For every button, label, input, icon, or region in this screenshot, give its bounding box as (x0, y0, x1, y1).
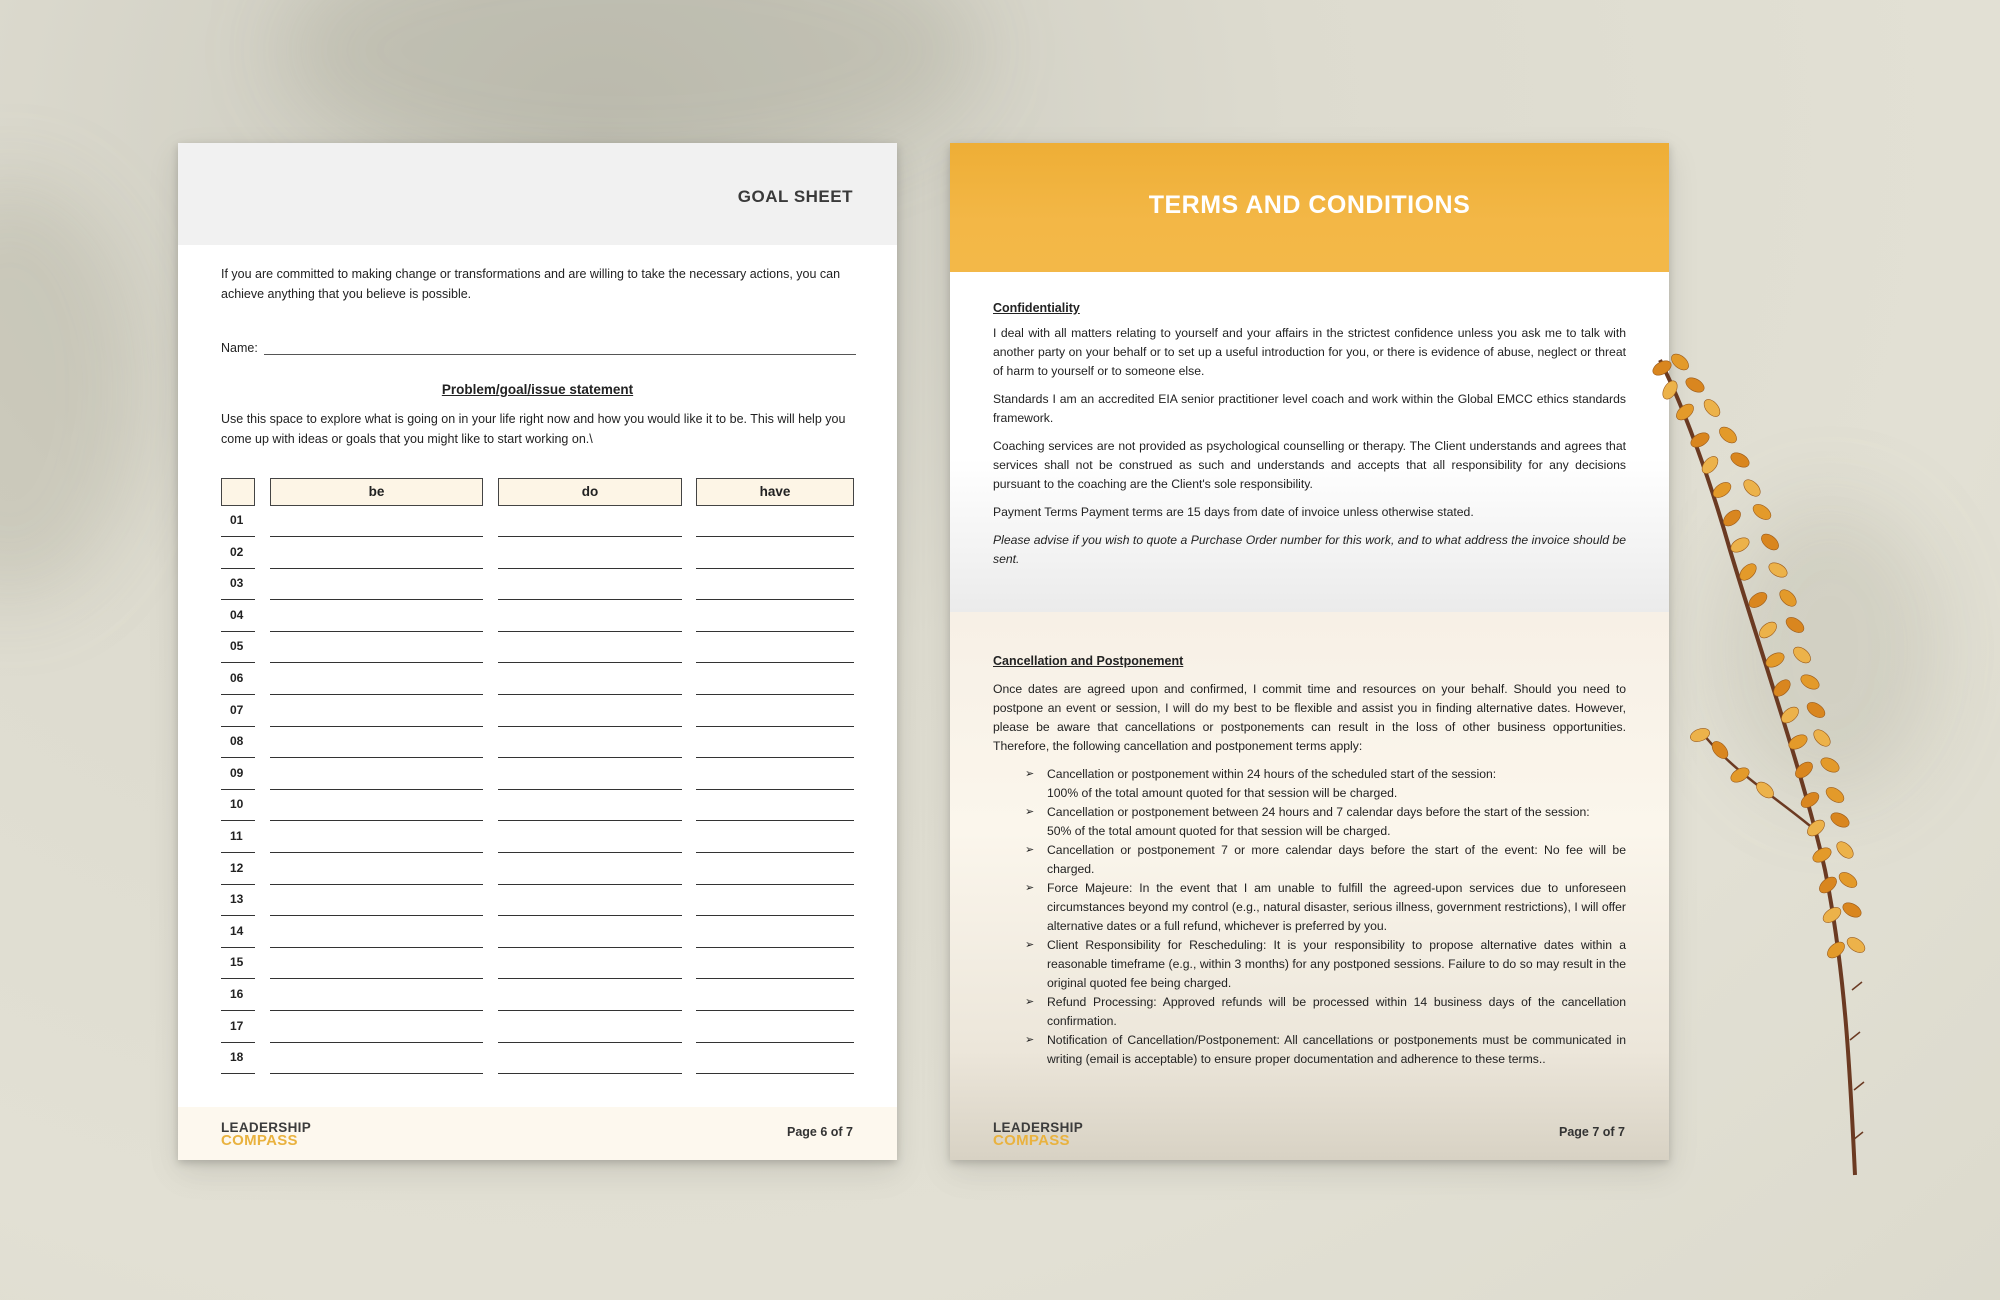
answer-field-have[interactable] (696, 631, 854, 632)
section-heading: Problem/goal/issue statement (441, 382, 634, 397)
answer-field-do[interactable] (498, 694, 682, 695)
leaf (1840, 900, 1863, 920)
answer-field-be[interactable] (270, 631, 483, 632)
table-row (178, 825, 897, 856)
list-item (993, 993, 1626, 1031)
table-row (178, 541, 897, 572)
answer-field-have[interactable] (696, 978, 854, 979)
page-header (178, 143, 897, 245)
answer-field-be[interactable] (270, 1042, 483, 1043)
answer-field-have[interactable] (696, 1042, 854, 1043)
thorn (1850, 1032, 1860, 1040)
arrow-bullet-icon: ➢ (1025, 806, 1035, 818)
answer-field-do[interactable] (498, 1073, 682, 1074)
row-number: 17 (230, 1018, 244, 1033)
answer-field-have[interactable] (696, 915, 854, 916)
answer-field-be[interactable] (270, 662, 483, 663)
list-item-text: Force Majeure: In the event that I am unable to fulfill the agreed-upon services due to unforeseen circumstances beyond my control (e.g., natural disaster, serious illness, government restrictions), I will offer alternative dates or a full refund, whichever is preferred by you. (1047, 881, 1626, 933)
page-title: GOAL SHEET (737, 187, 853, 206)
column-header-be: be (270, 478, 483, 506)
answer-field-have[interactable] (696, 568, 854, 569)
row-number: 15 (230, 955, 244, 970)
confidentiality-section (993, 299, 1626, 578)
paragraph: Please advise if you wish to quote a Purchase Order number for this work, and to what address the invoice should be sent. (993, 533, 1626, 566)
table-row (178, 762, 897, 793)
answer-field-do[interactable] (498, 884, 682, 885)
row-number-underline (221, 1042, 255, 1043)
table-row (178, 699, 897, 730)
arrow-bullet-icon: ➢ (1025, 768, 1035, 780)
leaf (1750, 501, 1773, 522)
list-item (993, 936, 1626, 993)
row-number-underline (221, 1073, 255, 1074)
leaf (1746, 589, 1769, 610)
leaf (1836, 869, 1859, 890)
leaf (1741, 477, 1764, 500)
row-number-underline (221, 789, 255, 790)
column-header-do: do (498, 478, 682, 506)
answer-field-do[interactable] (498, 631, 682, 632)
leaf (1790, 644, 1813, 666)
dried-branch-decoration (1640, 350, 1940, 1180)
table-row (178, 920, 897, 951)
page-number: Page 6 of 7 (787, 1125, 853, 1139)
row-number-underline (221, 915, 255, 916)
answer-field-have[interactable] (696, 1010, 854, 1011)
table-row (178, 730, 897, 761)
answer-field-be[interactable] (270, 947, 483, 948)
paragraph: Payment Terms Payment terms are 15 days from date of invoice unless otherwise stated. (993, 505, 1474, 519)
list-item-text: Client Responsibility for Rescheduling: It is your responsibility to propose alternative dates within a reasonable timeframe (e.g., within 3 months) for any postponed sessions. Failure to do so may result in the original quoted fee being charged. (1047, 938, 1626, 990)
leadership-compass-logo (221, 1121, 311, 1147)
thorn (1852, 982, 1862, 990)
row-number: 11 (230, 829, 243, 843)
row-number: 14 (230, 923, 244, 938)
row-number-underline (221, 852, 255, 853)
logo-line-2: COMPASS (221, 1132, 298, 1149)
answer-field-be[interactable] (270, 789, 483, 790)
table-row (178, 635, 897, 666)
answer-field-do[interactable] (498, 568, 682, 569)
table-row (178, 604, 897, 635)
page-number: Page 7 of 7 (1559, 1125, 1625, 1139)
answer-field-be[interactable] (270, 726, 483, 727)
row-number: 06 (230, 671, 244, 685)
row-number-underline (221, 662, 255, 663)
goal-sheet-page (178, 143, 897, 1160)
list-item-text: Cancellation or postponement within 24 hours of the scheduled start of the session: (1047, 767, 1497, 781)
number-column-header (221, 478, 255, 506)
table-row (178, 509, 897, 540)
answer-field-do[interactable] (498, 852, 682, 853)
row-number: 12 (230, 860, 244, 875)
leaf (1823, 784, 1846, 805)
leaf (1766, 560, 1789, 580)
list-item-text: Notification of Cancellation/Postponement: All cancellations or postponements must be communicated in writing (email is acceptable) to ensure proper documentation and adherence to these terms.. (1047, 1033, 1626, 1066)
terms-page (950, 143, 1669, 1160)
table-row (178, 857, 897, 888)
leaf (1683, 375, 1706, 395)
answer-field-have[interactable] (696, 884, 854, 885)
row-number-underline (221, 599, 255, 600)
intro-text: If you are committed to making change or transformations and are willing to take the necessary actions, you can achieve anything that you believe is possible. (221, 267, 841, 301)
answer-field-do[interactable] (498, 915, 682, 916)
leaf (1668, 351, 1691, 373)
answer-field-do[interactable] (498, 662, 682, 663)
description-text: Use this space to explore what is going on in your life right now and how you would like it to be. This will help you come up with ideas or goals that you might like to start working on.\ (221, 412, 846, 446)
answer-field-have[interactable] (696, 789, 854, 790)
answer-field-do[interactable] (498, 1010, 682, 1011)
row-number: 05 (230, 639, 244, 654)
answer-field-do[interactable] (498, 599, 682, 600)
page-header (950, 143, 1669, 272)
paragraph: Once dates are agreed upon and confirmed, I commit time and resources on your behalf. Should you need to postpone an event or session, I will do my best to be flexible and assist you in finding alternative dates. However, please be aware that cancellations or postponements can result in the loss of other business opportunities. Therefore, the following cancellation and postponement terms apply: (993, 682, 1626, 753)
answer-field-have[interactable] (696, 947, 854, 948)
answer-field-have[interactable] (696, 536, 854, 537)
row-number-underline (221, 884, 255, 885)
leaf (1758, 531, 1781, 553)
leaf (1716, 424, 1739, 446)
thorn (1854, 1082, 1864, 1090)
answer-field-be[interactable] (270, 1010, 483, 1011)
answer-field-do[interactable] (498, 1042, 682, 1043)
row-number-underline (221, 978, 255, 979)
logo-line-2: COMPASS (993, 1132, 1070, 1149)
answer-field-be[interactable] (270, 884, 483, 885)
foliage-shadow (0, 180, 140, 600)
paragraph: Coaching services are not provided as psychological counselling or therapy. The Client understands and agrees that services shall not be construed as such and understands and accepts that all responsibility for any decisions pursuant to the coaching are the Client's sole responsibility. (993, 439, 1626, 491)
row-number-underline (221, 536, 255, 537)
table-row (178, 888, 897, 919)
row-number: 10 (230, 797, 244, 812)
logo-line-1: LEADERSHIP (993, 1120, 1084, 1135)
name-field[interactable] (264, 354, 856, 355)
row-number: 09 (230, 765, 244, 780)
leaf (1783, 614, 1806, 635)
answer-field-have[interactable] (696, 757, 854, 758)
arrow-bullet-icon: ➢ (1025, 996, 1035, 1008)
leaf (1756, 619, 1779, 641)
answer-field-have[interactable] (696, 662, 854, 663)
page-footer (178, 1107, 897, 1160)
logo-line-1: LEADERSHIP (221, 1120, 312, 1135)
row-number-underline (221, 947, 255, 948)
leaf (1818, 755, 1841, 775)
answer-field-be[interactable] (270, 978, 483, 979)
table-row (178, 667, 897, 698)
row-number: 08 (230, 734, 244, 749)
answer-field-do[interactable] (498, 789, 682, 790)
list-item (993, 879, 1626, 936)
row-number: 01 (230, 513, 244, 527)
row-number: 18 (230, 1050, 244, 1065)
row-number-underline (221, 568, 255, 569)
paragraph: Standards I am an accredited EIA senior practitioner level coach and work within the Global EMCC ethics standards framework. (993, 392, 1626, 425)
leaf (1701, 396, 1723, 419)
answer-field-do[interactable] (498, 820, 682, 821)
row-number-underline (221, 726, 255, 727)
answer-field-do[interactable] (498, 536, 682, 537)
terms-list (993, 765, 1626, 1069)
list-item (993, 765, 1626, 803)
answer-field-be[interactable] (270, 820, 483, 821)
list-item-text: Refund Processing: Approved refunds will be processed within 14 business days of the cancellation confirmation. (1047, 995, 1626, 1028)
table-row (178, 1046, 897, 1077)
list-item-text: Cancellation or postponement between 24 hours and 7 calendar days before the start of the session: (1047, 805, 1590, 819)
list-item-text: Cancellation or postponement 7 or more calendar days before the start of the event: No fee will be charged. (1047, 843, 1626, 876)
leaf (1709, 738, 1731, 761)
answer-field-have[interactable] (696, 726, 854, 727)
arrow-bullet-icon: ➢ (1025, 882, 1035, 894)
table-row (178, 951, 897, 982)
answer-field-have[interactable] (696, 694, 854, 695)
arrow-bullet-icon: ➢ (1025, 844, 1035, 856)
answer-field-have[interactable] (696, 1073, 854, 1074)
answer-field-do[interactable] (498, 978, 682, 979)
answer-field-be[interactable] (270, 852, 483, 853)
row-number-underline (221, 820, 255, 821)
answer-field-do[interactable] (498, 726, 682, 727)
leaf (1777, 587, 1800, 610)
leaf (1728, 765, 1751, 785)
row-number-underline (221, 757, 255, 758)
answer-field-do[interactable] (498, 757, 682, 758)
answer-field-be[interactable] (270, 568, 483, 569)
table-row (178, 983, 897, 1014)
row-number: 02 (230, 544, 244, 559)
leadership-compass-logo (993, 1121, 1083, 1147)
answer-field-be[interactable] (270, 694, 483, 695)
list-item (993, 1031, 1626, 1069)
page-title: TERMS AND CONDITIONS (1148, 191, 1471, 219)
row-number: 16 (230, 987, 244, 1001)
row-number-underline (221, 694, 255, 695)
name-label: Name: (221, 341, 258, 355)
list-item (993, 841, 1626, 879)
leaf (1786, 732, 1809, 752)
table-row (178, 572, 897, 603)
table-row (178, 1015, 897, 1046)
row-number: 13 (230, 892, 244, 907)
list-item (993, 803, 1626, 841)
arrow-bullet-icon: ➢ (1025, 1034, 1035, 1046)
leaf (1798, 672, 1821, 692)
answer-field-be[interactable] (270, 915, 483, 916)
leaf (1728, 450, 1751, 470)
leaf (1834, 839, 1857, 862)
answer-field-have[interactable] (696, 599, 854, 600)
answer-field-have[interactable] (696, 852, 854, 853)
section-heading: Cancellation and Postponement (993, 654, 1184, 668)
answer-field-do[interactable] (498, 947, 682, 948)
leaf (1844, 934, 1867, 955)
row-number: 07 (230, 702, 244, 717)
leaf (1811, 727, 1834, 750)
answer-field-be[interactable] (270, 1073, 483, 1074)
paragraph: I deal with all matters relating to yourself and your affairs in the strictest confidence unless you ask me to talk with another party on your behalf or to set up a useful introduction for you, or there is evidence of abuse, neglect or threat of harm to yourself or to someone else. (993, 326, 1626, 378)
table-row (178, 793, 897, 824)
answer-field-be[interactable] (270, 536, 483, 537)
answer-field-be[interactable] (270, 757, 483, 758)
leaf (1804, 699, 1827, 720)
list-item-detail: 50% of the total amount quoted for that session will be charged. (1047, 824, 1391, 838)
list-item-detail: 100% of the total amount quoted for that session will be charged. (1047, 786, 1398, 800)
page-footer (950, 1107, 1669, 1160)
column-header-have: have (696, 478, 854, 506)
arrow-bullet-icon: ➢ (1025, 939, 1035, 951)
row-number: 03 (230, 576, 244, 591)
cancellation-section (993, 652, 1626, 1069)
leaf (1828, 810, 1851, 830)
row-number-underline (221, 631, 255, 632)
answer-field-have[interactable] (696, 820, 854, 821)
row-number: 04 (230, 607, 244, 622)
row-number-underline (221, 1010, 255, 1011)
answer-field-be[interactable] (270, 599, 483, 600)
section-heading: Confidentiality (993, 301, 1080, 315)
